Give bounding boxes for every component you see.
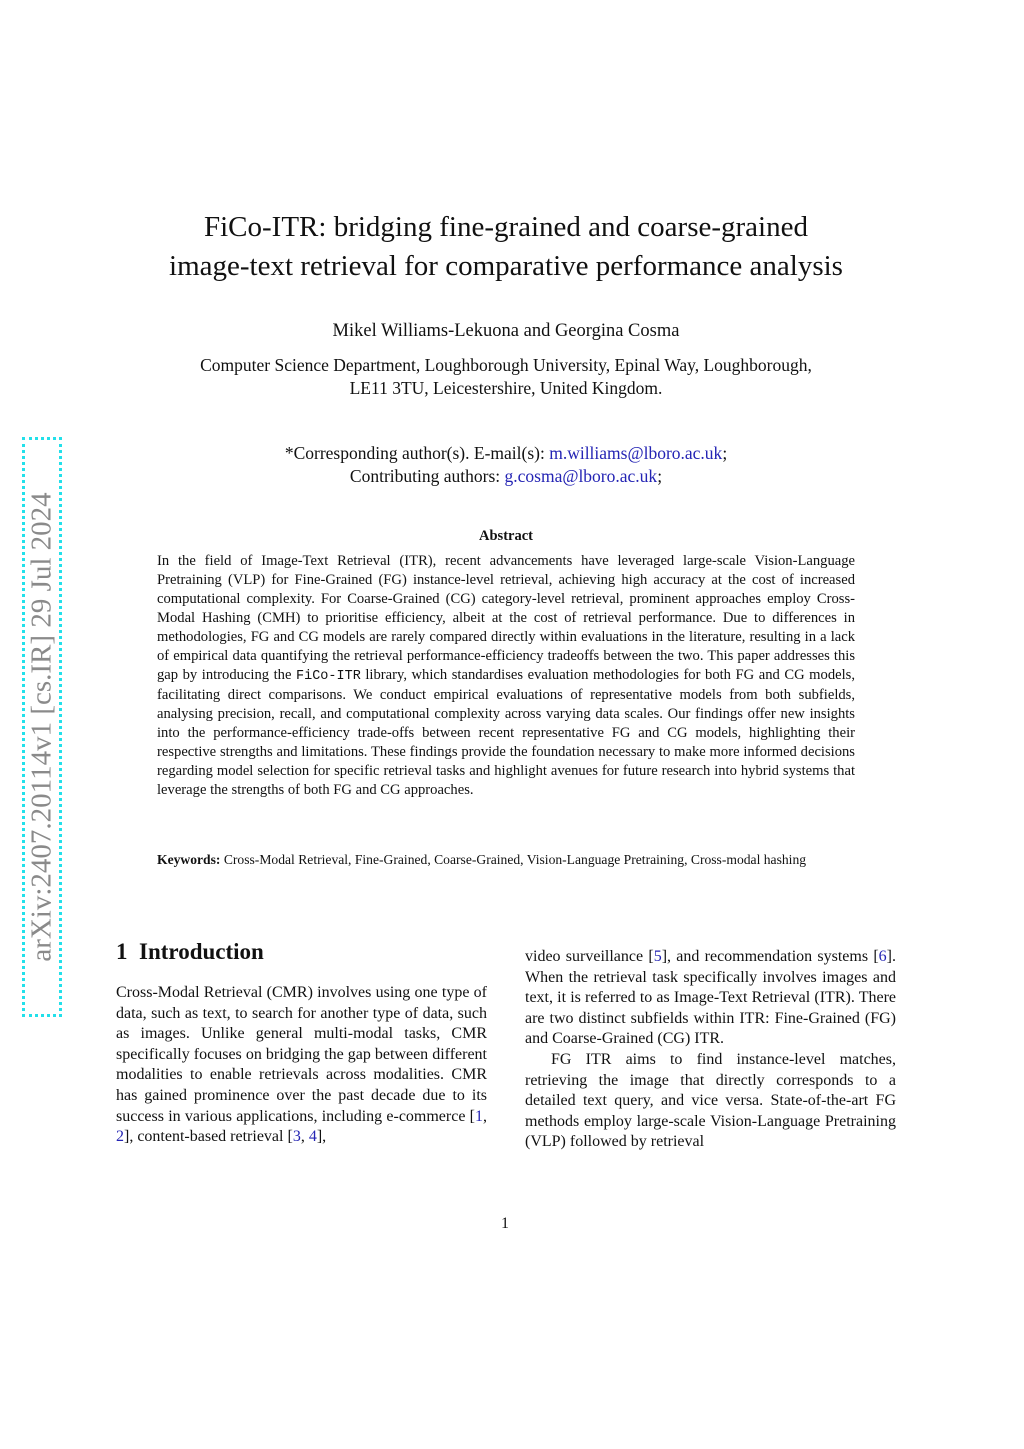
contributing-email-link[interactable]: g.cosma@lboro.ac.uk [504,466,658,486]
section-number: 1 [116,939,128,964]
separator: ; [722,443,728,463]
text-run: , [300,1128,309,1146]
citation-link[interactable]: 2 [116,1128,124,1146]
citation-link[interactable]: 6 [878,948,887,965]
title-line-2: image-text retrieval for comparative performance analysis [169,250,843,282]
abstract-heading: Abstract [479,528,533,544]
text-run: ]. When the retrieval task specifically involves images and text, it is referred to as Image-Text Retrieval (ITR). There are two distinct subfields within ITR: Fine-Grained (FG) and Coarse-Grained (CG) ITR. [525,948,896,1048]
page-number: 1 [501,1215,509,1232]
authors: Mikel Williams-Lekuona and Georgina Cosma [332,321,680,341]
contact-block [100,442,912,488]
text-run: ], and recommendation systems [ [661,948,879,965]
citation-link[interactable]: 4 [308,1128,317,1146]
abstract-part-2: library, which standardises evaluation methodologies for both FG and CG models, facilitating direct comparisons. We conduct empirical evaluations of representative models from both subfields, analysing precision, recall, and computational complexity across varying data scales. Our findings offer new insights into the performance-efficiency trade-offs between recent representative FG and CG models, highlighting their respective strengths and limitations. These findings provide the foundation necessary to make more informed decisions regarding model selection for specific retrieval tasks and highlight avenues for future research into hybrid systems that leverage the strengths of both FG and CG approaches. [157,667,855,798]
keywords-label: Keywords: [157,852,221,867]
right-column [525,947,896,1153]
intro-paragraph-2: FG ITR aims to find instance-level matches, retrieving the image that directly corresponds to a detailed text query, and vice versa. State-of-the-art FG methods employ large-scale Vision-Language Pretraining (VLP) followed by retrieval [525,1050,896,1151]
citation-link[interactable]: 3 [292,1128,301,1146]
affiliation-line-2: LE11 3TU, Leicestershire, United Kingdom. [349,378,663,398]
abstract-text [157,552,855,800]
text-run: ], content-based retrieval [ [124,1128,293,1146]
citation-link[interactable]: 5 [653,948,662,965]
text-run: ], [316,1128,327,1146]
section-title: Introduction [139,939,264,964]
corresponding-label: *Corresponding author(s). E-mail(s): [284,443,550,463]
abstract-part-1: In the field of Image-Text Retrieval (ITR), recent advancements have leveraged large-scale Vision-Language Pretraining (VLP) for Fine-Grained (FG) instance-level retrieval, achieving high accuracy at the cost of increased computational complexity. For Coarse-Grained (CG) category-level retrieval, prominent approaches employ Cross-Modal Hashing (CMH) to prioritise efficiency, albeit at the cost of retrieval performance. Due to differences in methodologies, FG and CG models are rarely compared directly within evaluations in the literature, resulting in a lack of empirical data quantifying the retrieval performance-efficiency tradeoffs between the two. This paper addresses this gap by introducing the [157,553,855,683]
left-column [116,983,487,1148]
text-run: Cross-Modal Retrieval (CMR) involves using one type of data, such as text, to search for another type of data, such as images. Unlike general multi-modal tasks, CMR specifically focuses on bridging the gap between different modalities to enable retrievals across modalities. CMR has gained prominence over the past decade due to its success in various applications, including e-commerce [ [116,984,487,1125]
corresponding-email-link[interactable]: m.williams@lboro.ac.uk [549,443,723,463]
separator: ; [657,466,663,486]
intro-paragraph-1-continued [525,947,896,1050]
affiliation [100,354,912,400]
paper-title [100,208,912,286]
keywords-text: Cross-Modal Retrieval, Fine-Grained, Coarse-Grained, Vision-Language Pretraining, Cross-modal hashing [220,852,807,867]
arxiv-stamp: arXiv:2407.20114v1 [cs.IR] 29 Jul 2024 [25,492,58,962]
affiliation-line-1: Computer Science Department, Loughborough University, Epinal Way, Loughborough, [200,355,812,375]
intro-paragraph-1 [116,983,487,1148]
text-run: , [483,1107,487,1125]
title-line-1: FiCo-ITR: bridging fine-grained and coarse-grained [204,211,808,243]
contributing-label: Contributing authors: [349,466,505,486]
library-name: FiCo-ITR [296,669,361,684]
citation-link[interactable]: 1 [475,1107,483,1125]
section-heading [116,939,264,965]
text-run: video surveillance [ [525,948,654,965]
keywords [157,851,855,868]
